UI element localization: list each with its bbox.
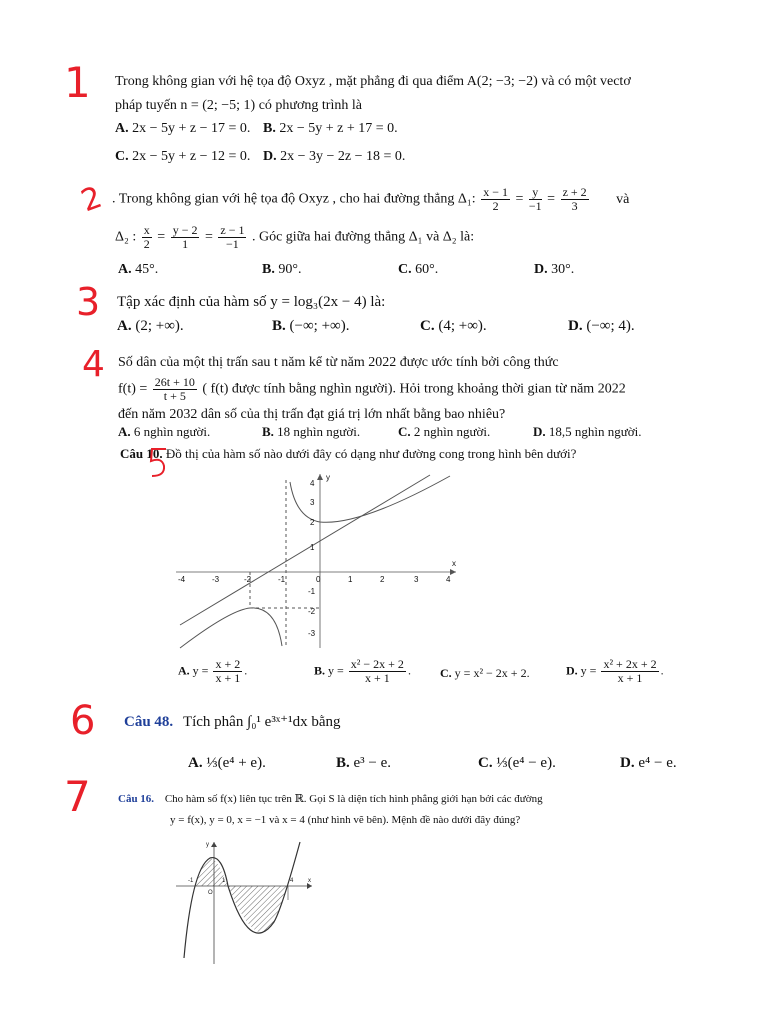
q6-option-b-text: e³ − e. <box>353 755 392 771</box>
q1-option-a-text: 2x − 5y + z − 17 = 0. <box>132 121 251 136</box>
q5-option-d-bot: x + 1 <box>617 671 643 685</box>
q2-frac6-bot: −1 <box>226 237 239 251</box>
q5-option-b-letter: B. <box>314 663 326 678</box>
q7-question-text: Cho hàm số f(x) liên tục trên ℝ. Gọi S là diện tích hình phẳng giới hạn bởi các đường <box>164 793 543 805</box>
q3-option-b-text: (−∞; +∞). <box>289 318 350 334</box>
q5-x-axis-label: x <box>452 559 456 568</box>
q1-option-d[interactable] <box>263 149 405 165</box>
q5-option-b[interactable] <box>314 658 411 685</box>
q7-x-tick-label: -1 <box>188 878 194 884</box>
q6-option-a-text: ⅓(e⁴ + e). <box>206 755 266 771</box>
q5-option-c-pre: y = x² − 2x + 2 <box>454 666 527 680</box>
q5-y-tick-label: -1 <box>308 587 316 596</box>
q7-x-tick-label: 1 <box>222 878 226 884</box>
q5-x-tick-label: 1 <box>348 575 353 584</box>
q6-option-c-letter: C. <box>478 755 493 771</box>
question-number-1: 1 <box>64 58 91 107</box>
q2-option-a[interactable] <box>118 262 158 278</box>
q1-option-a[interactable] <box>115 121 250 137</box>
q1-option-d-letter: D. <box>263 149 277 164</box>
q3-option-a-letter: A. <box>117 318 132 334</box>
q5-option-b-top: x² − 2x + 2 <box>350 657 404 671</box>
q2-line1-end: và <box>616 191 630 207</box>
q5-question-text: Đồ thị của hàm số nào dưới đây có dạng như đường cong trong hình bên dưới? <box>165 446 577 461</box>
q3-option-d-letter: D. <box>568 318 583 334</box>
q2-option-c-text: 60°. <box>415 262 439 277</box>
q2-frac1-bot: 2 <box>492 199 499 213</box>
q5-option-b-bot: x + 1 <box>364 671 390 685</box>
q5-y-tick-label: 3 <box>310 498 315 507</box>
q2-option-a-text: 45°. <box>135 262 159 277</box>
question-number-3: 3 <box>76 280 101 324</box>
q6-option-d[interactable] <box>620 755 677 772</box>
q2-frac2-top: y <box>529 186 542 200</box>
q6-option-d-text: e⁴ − e. <box>638 755 677 771</box>
q2-frac1-top: x − 1 <box>483 185 508 199</box>
q1-option-c-letter: C. <box>115 149 129 164</box>
q5-y-tick-label: 2 <box>310 518 315 527</box>
q7-graph <box>170 838 320 968</box>
q5-option-a-fraction <box>213 658 242 685</box>
q5-option-d-pre: y = <box>580 663 597 678</box>
q5-option-a-bot: x + 1 <box>215 671 241 685</box>
q6-option-a-letter: A. <box>188 755 203 771</box>
q5-x-tick-label: -1 <box>278 575 286 584</box>
q2-option-d[interactable] <box>534 262 574 278</box>
q4-option-b-text: 18 nghìn người. <box>277 424 361 439</box>
q5-cau-label: Câu 10. <box>120 446 163 461</box>
q4-option-a-letter: A. <box>118 424 131 439</box>
q2-fraction-5 <box>171 224 200 251</box>
q1-option-d-text: 2x − 3y − 2z − 18 = 0. <box>280 149 406 164</box>
q5-option-c-post: . <box>526 666 530 680</box>
q5-option-a-pre: y = <box>192 663 209 678</box>
q7-x-axis-label: x <box>308 878 311 884</box>
q2-frac3-bot: 3 <box>571 199 578 213</box>
q3-option-b-letter: B. <box>272 318 286 334</box>
q4-option-b-letter: B. <box>262 424 274 439</box>
q5-number-five-annotation <box>146 446 170 480</box>
q5-y-tick-label: -2 <box>308 607 316 616</box>
q2-option-d-letter: D. <box>534 262 548 277</box>
question-number-4: 4 <box>82 344 105 385</box>
q5-option-a[interactable] <box>178 658 247 685</box>
q3-option-d[interactable] <box>568 318 635 335</box>
q4-fraction <box>153 376 197 403</box>
q5-y-axis-label: y <box>326 473 330 482</box>
q1-text-line-2: pháp tuyến n = (2; −5; 1) có phương trình là <box>115 98 362 113</box>
q2-line2-end: . Góc giữa hai đường thẳng Δ₁ và Δ₂ là: <box>251 229 475 245</box>
q3-option-a-text: (2; +∞). <box>135 318 184 334</box>
q2-option-b[interactable] <box>262 262 301 278</box>
q5-text-line-1 <box>120 446 576 462</box>
q3-option-b[interactable] <box>272 318 349 335</box>
q7-origin-label: O <box>208 890 213 896</box>
q3-option-c[interactable] <box>420 318 487 335</box>
q4-text-line-3: đến năm 2032 dân số của thị trấn đạt giá trị lớn nhất bằng bao nhiêu? <box>118 407 506 422</box>
q2-fraction-6 <box>218 224 246 251</box>
q5-option-c-letter: C. <box>440 666 452 680</box>
q5-option-c[interactable] <box>440 666 530 681</box>
q5-x-tick-label: 0 <box>316 575 321 584</box>
q7-x-tick-label: 4 <box>290 878 294 884</box>
q2-text-line-1: . Trong không gian với hệ tọa độ Oxyz , cho hai đường thẳng Δ₁: $\frac{x - 1}{2}$ = $\frac{y}{-1}$ = $\frac{z + 2}{3}$ và <box>112 185 630 213</box>
q2-fraction-3 <box>561 186 589 213</box>
q3-option-c-text: (4; +∞). <box>438 318 487 334</box>
q4-option-d-letter: D. <box>533 424 546 439</box>
q2-frac4-bot: 2 <box>143 237 150 251</box>
question-number-6: 6 <box>70 698 96 744</box>
q5-x-tick-label: 3 <box>414 575 419 584</box>
q2-option-a-letter: A. <box>118 262 132 277</box>
q7-text-line-1 <box>118 792 543 805</box>
q5-y-tick-label: -3 <box>308 629 316 638</box>
q5-option-b-post: . <box>407 663 411 678</box>
q6-question-text: Tích phân ∫₀¹ e³ˣ⁺¹dx bằng <box>182 714 341 730</box>
q5-y-tick-label: 4 <box>310 479 315 488</box>
q3-option-a[interactable] <box>117 318 184 335</box>
q5-x-tick-label: -3 <box>212 575 220 584</box>
q4-option-d[interactable] <box>533 424 642 440</box>
q2-option-b-letter: B. <box>262 262 275 277</box>
q7-cau-label: Câu 16. <box>118 793 155 805</box>
q2-frac5-bot: 1 <box>182 237 189 251</box>
q4-line2-prefix: f(t) = <box>118 381 148 397</box>
q4-option-c[interactable] <box>398 424 490 440</box>
q1-text-line-1: Trong không gian với hệ tọa độ Oxyz , mặt phẳng đi qua điểm A(2; −3; −2) và có một vectơ <box>115 74 631 89</box>
q5-option-d-top: x² + 2x + 2 <box>603 657 657 671</box>
q1-option-c-text: 2x − 5y + z − 12 = 0. <box>132 149 251 164</box>
q4-option-c-text: 2 nghìn người. <box>413 424 491 439</box>
q5-graph <box>170 470 460 650</box>
q2-text-line-2: Δ₂ : $\frac{x}{2}$ = $\frac{y - 2}{1}$ = $\frac{z - 1}{-1}$ . Góc giữa hai đường thẳng Δ₁ và Δ₂ là: <box>115 223 475 251</box>
q6-option-d-letter: D. <box>620 755 635 771</box>
q5-option-b-pre: y = <box>328 663 344 678</box>
q6-option-b-letter: B. <box>336 755 350 771</box>
q4-option-a-text: 6 nghìn người. <box>133 424 211 439</box>
q1-option-b[interactable] <box>263 121 398 137</box>
q4-frac-top: 26t + 10 <box>154 375 195 389</box>
q4-text-line-1: Số dân của một thị trấn sau t năm kể từ năm 2022 được ước tính bởi công thức <box>118 355 559 370</box>
q4-text-line-2 <box>118 376 626 403</box>
q5-option-a-post: . <box>244 663 248 678</box>
q7-y-axis-label: y <box>206 842 209 848</box>
q2-option-c[interactable] <box>398 262 438 278</box>
q2-option-c-letter: C. <box>398 262 412 277</box>
q4-option-a[interactable] <box>118 424 210 440</box>
question-number-7: 7 <box>64 772 91 821</box>
q2-line2-text: Δ₂ : <box>115 229 137 245</box>
q4-option-b[interactable] <box>262 424 360 440</box>
q1-option-a-letter: A. <box>115 121 129 136</box>
q7-text-line-2: y = f(x), y = 0, x = −1 và x = 4 (như hình vẽ bên). Mệnh đề nào dưới đây đúng? <box>170 814 521 826</box>
q5-option-d-letter: D. <box>566 663 578 678</box>
q2-frac5-top: y − 2 <box>172 223 198 237</box>
q3-text-line-1: Tập xác định của hàm số y = log₃(2x − 4) là: <box>117 294 386 310</box>
q5-option-a-letter: A. <box>178 663 190 678</box>
q5-option-b-fraction <box>349 658 406 685</box>
q6-option-b[interactable] <box>336 755 391 772</box>
q4-line2-text: ( f(t) được tính bằng nghìn người). Hỏi trong khoảng thời gian từ năm 2022 <box>202 381 626 397</box>
q5-x-tick-label: -4 <box>178 575 186 584</box>
question-number-2: 2 <box>76 179 107 220</box>
q2-option-b-text: 90°. <box>278 262 302 277</box>
q1-option-b-letter: B. <box>263 121 276 136</box>
q2-option-d-text: 30°. <box>551 262 575 277</box>
q2-frac3-top: z + 2 <box>562 185 587 199</box>
q4-option-c-letter: C. <box>398 424 411 439</box>
q1-option-c[interactable] <box>115 149 250 165</box>
q5-y-tick-label: 1 <box>310 543 315 552</box>
q4-frac-bot: t + 5 <box>163 389 186 403</box>
q5-option-d-fraction <box>601 658 658 685</box>
q3-option-c-letter: C. <box>420 318 435 334</box>
q2-frac4-top: x <box>143 223 150 237</box>
q4-option-d-text: 18,5 nghìn người. <box>548 424 642 439</box>
q5-option-d-post: . <box>660 663 664 678</box>
q5-option-d[interactable] <box>566 658 664 685</box>
q2-frac6-top: z − 1 <box>220 223 245 237</box>
q5-x-tick-label: 4 <box>446 575 451 584</box>
q2-fraction-4 <box>142 224 152 251</box>
q1-option-b-text: 2x − 5y + z + 17 = 0. <box>279 121 398 136</box>
q6-option-a[interactable] <box>188 755 266 772</box>
q2-line1-text: . Trong không gian với hệ tọa độ Oxyz , cho hai đường thẳng Δ₁: <box>112 191 476 207</box>
q6-option-c-text: ⅓(e⁴ − e). <box>496 755 556 771</box>
q3-option-d-text: (−∞; 4). <box>586 318 635 334</box>
q5-x-tick-label: 2 <box>380 575 385 584</box>
q2-fraction-1 <box>481 186 510 213</box>
q2-frac2-bot: −1 <box>528 199 542 213</box>
q2-fraction-2 <box>529 186 542 213</box>
q5-option-a-top: x + 2 <box>215 657 241 671</box>
q5-x-tick-label: -2 <box>244 575 252 584</box>
q6-cau-label: Câu 48. <box>124 714 174 730</box>
q6-text-line-1 <box>124 712 340 731</box>
q6-option-c[interactable] <box>478 755 556 772</box>
